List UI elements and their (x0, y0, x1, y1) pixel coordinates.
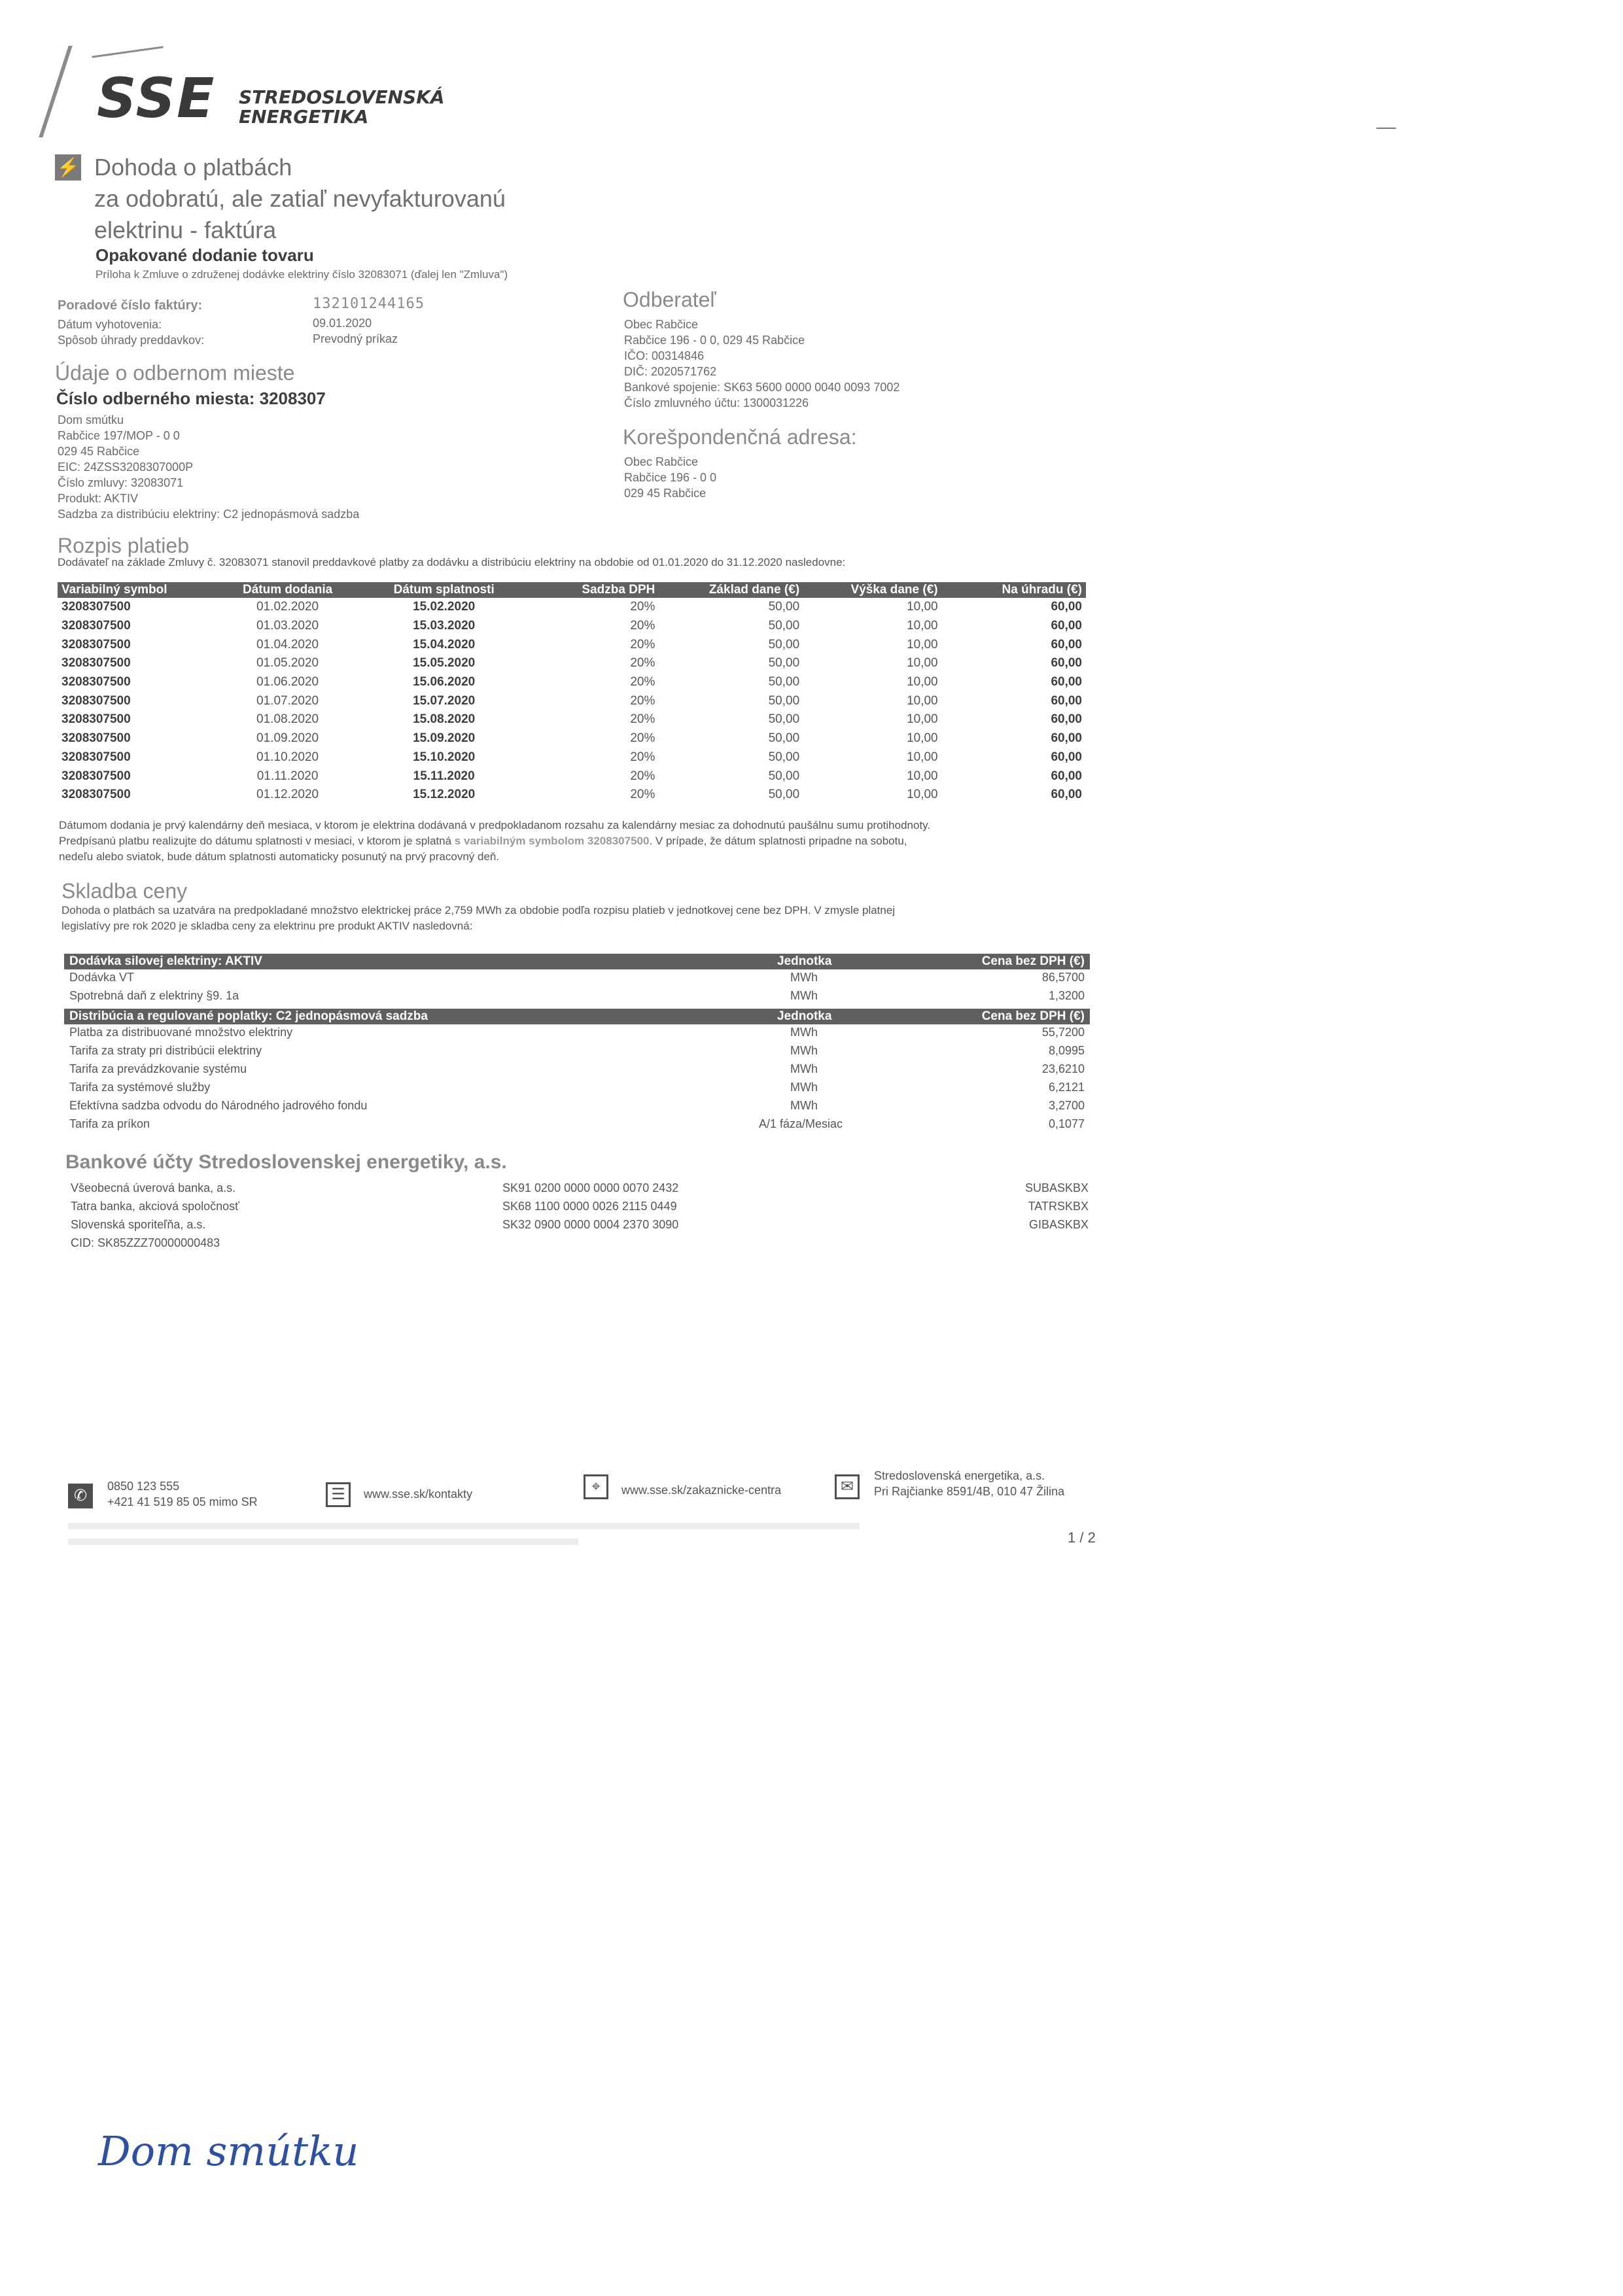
table-cell: 3208307500 (61, 619, 131, 633)
annex-note: Príloha k Zmluve o združenej dodávke elektriny číslo 32083071 (ďalej len "Zmluva") (96, 268, 508, 281)
bank-iban: SK32 0900 0000 0004 2370 3090 (502, 1218, 679, 1231)
payment-method: Prevodný príkaz (313, 332, 398, 345)
table-row (58, 748, 1086, 767)
invoice-number: 132101244165 (313, 296, 425, 312)
detail-line: 029 45 Rabčice (58, 445, 140, 458)
distribution-row (64, 1061, 1090, 1079)
item-name: Efektívna sadzba odvodu do Národného jadrového fondu (69, 1099, 368, 1112)
table-cell: 50,00 (768, 675, 800, 689)
table-cell: 10,00 (907, 619, 938, 633)
company-line: Stredoslovenská energetika, a.s. (874, 1469, 1045, 1482)
table-cell: 01.09.2020 (256, 731, 319, 746)
contact-card-icon: ☰ (326, 1482, 351, 1507)
table-cell: 60,00 (1051, 675, 1082, 689)
table-row (58, 598, 1086, 617)
table-cell: 15.04.2020 (413, 637, 476, 652)
correspondence-line: Rabčice 196 - 0 0 (624, 471, 717, 484)
table-cell: 10,00 (907, 637, 938, 652)
table-cell: 10,00 (907, 731, 938, 746)
table-cell: 01.10.2020 (256, 750, 319, 764)
column-header: Dátum dodania (210, 582, 366, 598)
item-price: 3,2700 (1048, 1099, 1085, 1112)
supply-header: Dodávka silovej elektriny: AKTIV (69, 954, 262, 968)
bank-row (71, 1218, 1089, 1235)
title-line: Dohoda o platbách (94, 154, 292, 181)
table-row (58, 673, 1086, 692)
item-price: 55,7200 (1041, 1026, 1085, 1039)
bank-name: Všeobecná úverová banka, a.s. (71, 1181, 236, 1194)
table-cell: 15.06.2020 (413, 675, 476, 689)
item-unit: MWh (790, 971, 818, 984)
bank-row (71, 1181, 1089, 1198)
note-text: . V prípade, že dátum splatnosti pripadne na sobotu, (649, 835, 907, 847)
logo-mark: SSE (97, 66, 216, 130)
payments-heading: Rozpis platieb (58, 534, 189, 557)
correspondence-line: 029 45 Rabčice (624, 487, 707, 500)
distribution-row (64, 1024, 1090, 1043)
unit-header: Jednotka (777, 954, 832, 968)
supply-header-bar (64, 954, 1090, 969)
phone-line: 0850 123 555 (107, 1480, 180, 1493)
item-price: 8,0995 (1048, 1044, 1085, 1057)
table-cell: 20% (630, 769, 655, 783)
table-cell: 01.05.2020 (256, 656, 319, 670)
detail-line: Rabčice 197/MOP - 0 0 (58, 429, 180, 442)
price-header: Cena bez DPH (€) (981, 1009, 1085, 1023)
table-cell: 20% (630, 731, 655, 746)
table-cell: 60,00 (1051, 600, 1082, 614)
table-row (58, 635, 1086, 654)
note-line (59, 833, 930, 849)
table-cell: 20% (630, 712, 655, 727)
table-row (58, 786, 1086, 805)
table-cell: 50,00 (768, 619, 800, 633)
correspondence-details (624, 454, 716, 501)
column-header: Variabilný symbol (58, 582, 210, 598)
supply-row (64, 969, 1090, 988)
location-pin-icon: ⌖ (584, 1474, 608, 1499)
item-unit: MWh (790, 1081, 818, 1094)
table-cell: 3208307500 (61, 750, 131, 764)
table-cell: 20% (630, 788, 655, 802)
logo-slash (39, 46, 72, 137)
consumption-point-number: Číslo odberného miesta: 3208307 (56, 389, 326, 408)
detail-line: Sadzba za distribúciu elektriny: C2 jednopásmová sadzba (58, 508, 360, 521)
table-cell: 50,00 (768, 712, 800, 727)
column-header: Dátum splatnosti (366, 582, 523, 598)
table-cell: 01.04.2020 (256, 637, 319, 652)
issue-date-label: Dátum vyhotovenia: (58, 318, 162, 331)
company-name-line1: STREDOSLOVENSKÁ (239, 86, 445, 108)
table-cell: 20% (630, 619, 655, 633)
table-row (58, 767, 1086, 786)
correspondence-heading: Korešpondenčná adresa: (623, 425, 857, 449)
table-cell: 60,00 (1051, 637, 1082, 652)
consumption-point-details (58, 412, 359, 522)
customer-line: IČO: 00314846 (624, 349, 705, 362)
table-cell: 60,00 (1051, 731, 1082, 746)
faded-legal-text (68, 1523, 860, 1529)
table-cell: 3208307500 (61, 693, 131, 708)
table-cell: 20% (630, 637, 655, 652)
variable-symbol-highlight: s variabilným symbolom 3208307500 (454, 835, 650, 847)
distribution-header: Distribúcia a regulované poplatky: C2 jednopásmová sadzba (69, 1009, 428, 1023)
customer-line: Číslo zmluvného účtu: 1300031226 (624, 396, 809, 409)
customer-heading: Odberateľ (623, 288, 716, 311)
company-line: Pri Rajčianke 8591/4B, 010 47 Žilina (874, 1485, 1065, 1498)
item-name: Tarifa za prevádzkovanie systému (69, 1062, 247, 1075)
table-cell: 01.07.2020 (256, 693, 319, 708)
item-name: Tarifa za systémové služby (69, 1081, 211, 1094)
table-row (58, 729, 1086, 748)
table-cell: 10,00 (907, 712, 938, 727)
item-name: Tarifa za príkon (69, 1117, 150, 1130)
note-text: Predpísanú platbu realizujte do dátumu splatnosti v mesiaci, v ktorom je splatná (59, 835, 455, 847)
table-cell: 60,00 (1051, 619, 1082, 633)
envelope-icon: ✉ (835, 1474, 860, 1499)
item-unit: MWh (790, 989, 818, 1002)
price-header: Cena bez DPH (€) (981, 954, 1085, 968)
bank-swift: SUBASKBX (1024, 1181, 1089, 1194)
table-cell: 60,00 (1051, 769, 1082, 783)
footer-phone (107, 1478, 258, 1510)
item-name: Spotrebná daň z elektriny §9. 1a (69, 989, 239, 1002)
scan-mark (1376, 128, 1396, 129)
footer-company (874, 1468, 1064, 1499)
intro-line: legislatívy pre rok 2020 je skladba ceny za elektrinu pre produkt AKTIV nasledovná: (61, 920, 473, 932)
detail-line: Produkt: AKTIV (58, 492, 139, 505)
payment-notes (59, 818, 930, 865)
correspondence-line: Obec Rabčice (624, 455, 699, 468)
page-number: 1 / 2 (1068, 1529, 1096, 1546)
table-cell: 20% (630, 750, 655, 764)
table-cell: 10,00 (907, 788, 938, 802)
distribution-row (64, 1079, 1090, 1098)
customer-line: Obec Rabčice (624, 318, 699, 331)
table-cell: 60,00 (1051, 656, 1082, 670)
table-cell: 3208307500 (61, 656, 131, 670)
bank-iban: SK68 1100 0000 0026 2115 0449 (502, 1200, 677, 1213)
table-cell: 50,00 (768, 600, 800, 614)
company-name-line2: ENERGETIKA (239, 106, 369, 128)
distribution-row (64, 1043, 1090, 1061)
bank-name: Slovenská sporiteľňa, a.s. (71, 1218, 206, 1231)
bank-name: Tatra banka, akciová spoločnosť (71, 1200, 239, 1213)
intro-line: Dohoda o platbách sa uzatvára na predpokladané množstvo elektrickej práce 2,759 MWh za obdobie podľa rozpisu platieb v jednotkovej cene bez DPH. V zmysle platnej (61, 904, 896, 916)
creditor-id: CID: SK85ZZZ70000000483 (71, 1236, 220, 1249)
bank-accounts-heading: Bankové účty Stredoslovenskej energetiky, a.s. (65, 1151, 507, 1173)
contacts-link[interactable]: www.sse.sk/kontakty (364, 1487, 473, 1501)
detail-line: Číslo zmluvy: 32083071 (58, 476, 184, 489)
column-header: Na úhradu (€) (942, 582, 1086, 598)
table-cell: 50,00 (768, 656, 800, 670)
table-cell: 10,00 (907, 656, 938, 670)
table-row (58, 691, 1086, 710)
table-cell: 15.02.2020 (413, 600, 476, 614)
title-line: elektrinu - faktúra (94, 217, 277, 243)
table-cell: 3208307500 (61, 788, 131, 802)
item-name: Platba za distribuované množstvo elektriny (69, 1026, 293, 1039)
payments-intro: Dodávateľ na základe Zmluvy č. 32083071 stanovil preddavkové platby za dodávku a distribúciu elektriny na obdobie od 01.01.2020 do 31.12.2020 nasledovne: (58, 556, 846, 568)
document-subtitle: Opakované dodanie tovaru (96, 245, 314, 265)
column-header: Výška dane (€) (803, 582, 941, 598)
table-cell: 50,00 (768, 769, 800, 783)
item-price: 1,3200 (1048, 989, 1085, 1002)
table-cell: 15.11.2020 (413, 769, 475, 783)
payment-schedule-table (58, 582, 1086, 805)
item-price: 6,2121 (1048, 1081, 1085, 1094)
customer-details (624, 317, 899, 411)
customer-line: DIČ: 2020571762 (624, 365, 717, 378)
customer-centers-link[interactable]: www.sse.sk/zakaznicke-centra (621, 1484, 782, 1497)
distribution-row (64, 1116, 1090, 1134)
handwritten-note (92, 2119, 458, 2191)
document-title (94, 152, 506, 246)
note-line: nedeľu alebo sviatok, bude dátum splatnosti automaticky posunutý na prvý pracovný deň. (59, 850, 500, 863)
item-price: 86,5700 (1041, 971, 1085, 984)
table-cell: 15.05.2020 (413, 656, 476, 670)
table-cell: 10,00 (907, 675, 938, 689)
table-cell: 10,00 (907, 600, 938, 614)
table-row (58, 710, 1086, 729)
item-unit: MWh (790, 1099, 818, 1112)
table-cell: 50,00 (768, 788, 800, 802)
column-header: Sadzba DPH (523, 582, 659, 598)
table-cell: 15.12.2020 (413, 788, 476, 802)
table-cell: 3208307500 (61, 712, 131, 727)
table-cell: 60,00 (1051, 750, 1082, 764)
supply-row (64, 988, 1090, 1006)
item-name: Dodávka VT (69, 971, 135, 984)
table-cell: 60,00 (1051, 788, 1082, 802)
table-cell: 3208307500 (61, 769, 131, 783)
customer-line: Bankové spojenie: SK63 5600 0000 0040 0093 7002 (624, 381, 900, 394)
phone-icon: ✆ (68, 1484, 93, 1508)
lightning-icon: ⚡ (55, 154, 81, 181)
table-cell: 3208307500 (61, 675, 131, 689)
distribution-row (64, 1098, 1090, 1116)
unit-header: Jednotka (777, 1009, 832, 1023)
table-cell: 01.06.2020 (256, 675, 319, 689)
table-cell: 10,00 (907, 693, 938, 708)
table-row (58, 617, 1086, 636)
bank-swift: GIBASKBX (1028, 1218, 1089, 1231)
item-price: 23,6210 (1041, 1062, 1085, 1075)
faded-legal-text (68, 1539, 578, 1545)
item-unit: MWh (790, 1062, 818, 1075)
table-cell: 15.10.2020 (413, 750, 476, 764)
issue-date: 09.01.2020 (313, 317, 372, 330)
column-header: Základ dane (€) (659, 582, 803, 598)
table-cell: 20% (630, 693, 655, 708)
table-cell: 20% (630, 656, 655, 670)
table-cell: 01.12.2020 (256, 788, 319, 802)
bank-row (71, 1200, 1089, 1217)
price-intro (61, 903, 895, 934)
detail-line: EIC: 24ZSS3208307000P (58, 461, 194, 474)
table-cell: 15.03.2020 (413, 619, 476, 633)
table-cell: 01.11.2020 (256, 769, 319, 783)
consumption-point-heading: Údaje o odbernom mieste (55, 361, 295, 385)
table-cell: 15.08.2020 (413, 712, 476, 727)
distribution-header-bar (64, 1009, 1090, 1024)
table-cell: 50,00 (768, 731, 800, 746)
table-cell: 50,00 (768, 693, 800, 708)
table-cell: 01.08.2020 (256, 712, 319, 727)
item-unit: MWh (790, 1044, 818, 1057)
price-heading: Skladba ceny (61, 879, 188, 903)
table-cell: 3208307500 (61, 637, 131, 652)
bank-swift: TATRSKBX (1028, 1200, 1089, 1213)
customer-line: Rabčice 196 - 0 0, 029 45 Rabčice (624, 334, 805, 347)
bank-row (71, 1236, 1089, 1253)
note-line: Dátumom dodania je prvý kalendárny deň mesiaca, v ktorom je elektrina dodávaná v predpokladanom rozsahu za kalendárny mesiac za dohodnutú paušálnu sumu protihodnoty. (59, 819, 931, 831)
invoice-number-label: Poradové číslo faktúry: (58, 298, 203, 313)
table-cell: 50,00 (768, 637, 800, 652)
table-cell: 15.07.2020 (413, 693, 476, 708)
table-cell: 15.09.2020 (413, 731, 476, 746)
table-cell: 01.03.2020 (256, 619, 319, 633)
table-cell: 60,00 (1051, 693, 1082, 708)
item-name: Tarifa za straty pri distribúcii elektriny (69, 1044, 262, 1057)
bank-iban: SK91 0200 0000 0000 0070 2432 (502, 1181, 679, 1194)
table-cell: 50,00 (768, 750, 800, 764)
table-cell: 3208307500 (61, 600, 131, 614)
table-cell: 3208307500 (61, 731, 131, 746)
table-cell: 20% (630, 675, 655, 689)
item-unit: MWh (790, 1026, 818, 1039)
item-unit: A/1 fáza/Mesiac (759, 1117, 843, 1130)
table-header-row (58, 582, 1086, 598)
table-cell: 01.02.2020 (256, 600, 319, 614)
table-cell: 20% (630, 600, 655, 614)
detail-line: Dom smútku (58, 413, 124, 426)
company-name (239, 88, 445, 127)
handwriting-text: Dom smútku (98, 2127, 359, 2175)
table-row (58, 654, 1086, 673)
item-price: 0,1077 (1048, 1117, 1085, 1130)
table-cell: 10,00 (907, 750, 938, 764)
table-cell: 10,00 (907, 769, 938, 783)
logo-line (92, 46, 163, 58)
table-cell: 60,00 (1051, 712, 1082, 727)
title-line: za odobratú, ale zatiaľ nevyfakturovanú (94, 185, 506, 212)
payment-method-label: Spôsob úhrady preddavkov: (58, 334, 205, 347)
phone-line: +421 41 519 85 05 mimo SR (107, 1495, 258, 1508)
